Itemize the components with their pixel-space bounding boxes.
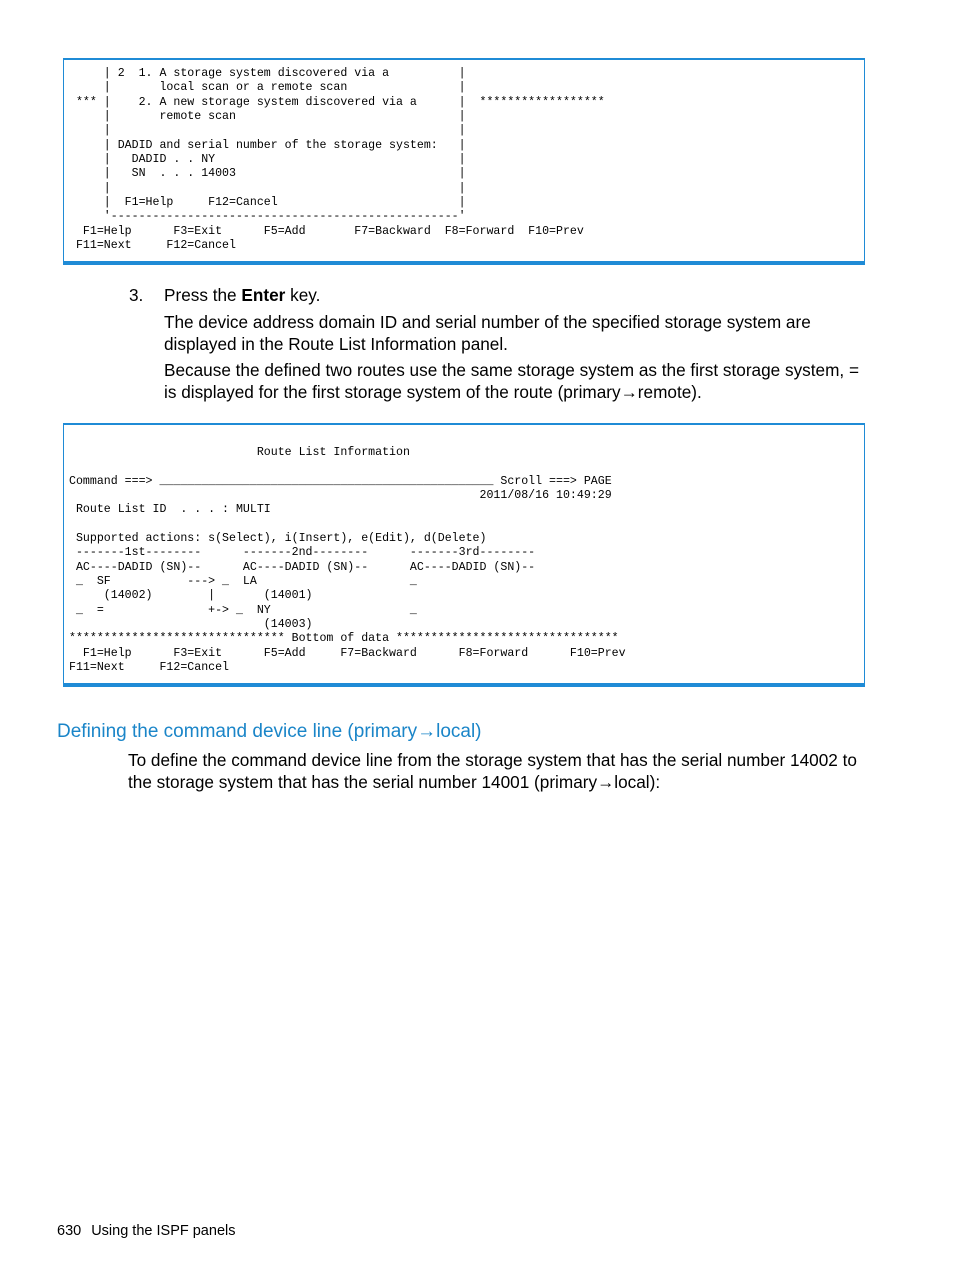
panel-line: Supported actions: s(Select), i(Insert), e(Edit), d(Delete) <box>69 532 487 546</box>
panel-line: (14003) <box>69 618 313 632</box>
paragraph-device-address: The device address domain ID and serial number of the specified storage system are displayed in the Route List Information panel. <box>164 312 811 354</box>
panel-line: | | <box>69 181 466 195</box>
panel-line: ******************************* Bottom of data ******************************** <box>69 632 619 646</box>
panel-line: | DADID . . NY | <box>69 153 466 167</box>
panel-line: F1=Help F3=Exit F5=Add F7=Backward F8=Forward F10=Prev <box>69 224 584 238</box>
panel-line: Command ===> ________________________________________________ Scroll ===> PAGE <box>69 474 612 488</box>
panel-line: | F1=Help F12=Cancel | <box>69 196 466 210</box>
route-list-panel-text <box>69 446 859 676</box>
panel-line: _ = +-> _ NY _ <box>69 603 417 617</box>
panel-line: _ SF ---> _ LA _ <box>69 575 417 589</box>
discovery-panel-text <box>69 67 859 253</box>
panel-line: | local scan or a remote scan | <box>69 81 466 95</box>
panel-line: Route List Information <box>69 446 410 459</box>
panel-line: | DADID and serial number of the storage system: | <box>69 138 466 152</box>
step-text <box>164 285 864 307</box>
step-text-before: Press the <box>164 285 242 305</box>
enter-key-label: Enter <box>241 285 286 305</box>
page-footer <box>57 1222 235 1240</box>
panel-line: F11=Next F12=Cancel <box>69 239 236 253</box>
panel-line: | SN . . . 14003 | <box>69 167 466 181</box>
panel-line: 2011/08/16 10:49:29 <box>69 489 612 503</box>
footer-title: Using the ISPF panels <box>91 1223 236 1239</box>
panel-line: | remote scan | <box>69 110 466 124</box>
discovery-panel-box <box>63 58 865 265</box>
panel-line: | | <box>69 124 466 138</box>
step-text-after: key. <box>285 285 321 305</box>
paragraph-same-storage: Because the defined two routes use the same storage system as the first storage system, = is displayed for the first storage system of the route (primary→remote). <box>164 360 860 402</box>
panel-line: (14002) | (14001) <box>69 589 313 603</box>
page-number: 630 <box>57 1223 82 1239</box>
route-list-panel-box <box>63 423 865 687</box>
section-intro: To define the command device line from the storage system that has the serial number 14002 to the storage system that has the serial number 14001 (primary→local): <box>128 750 857 792</box>
panel-line: F11=Next F12=Cancel <box>69 661 230 675</box>
panel-line <box>69 518 859 532</box>
step-number: 3. <box>129 285 144 305</box>
panel-line: | 2 1. A storage system discovered via a | <box>69 67 466 80</box>
section-heading: Defining the command device line (primary→local) <box>57 721 482 742</box>
panel-line: '--------------------------------------------------' <box>69 210 466 224</box>
panel-line: -------1st-------- -------2nd-------- -------3rd-------- <box>69 546 536 560</box>
panel-line: AC----DADID (SN)-- AC----DADID (SN)-- AC----DADID (SN)-- <box>69 560 536 574</box>
panel-line: F1=Help F3=Exit F5=Add F7=Backward F8=Forward F10=Prev <box>69 646 626 660</box>
panel-line: *** | 2. A new storage system discovered via a | ****************** <box>69 95 605 109</box>
panel-line <box>69 460 859 474</box>
panel-line: Route List ID . . . : MULTI <box>69 503 271 517</box>
